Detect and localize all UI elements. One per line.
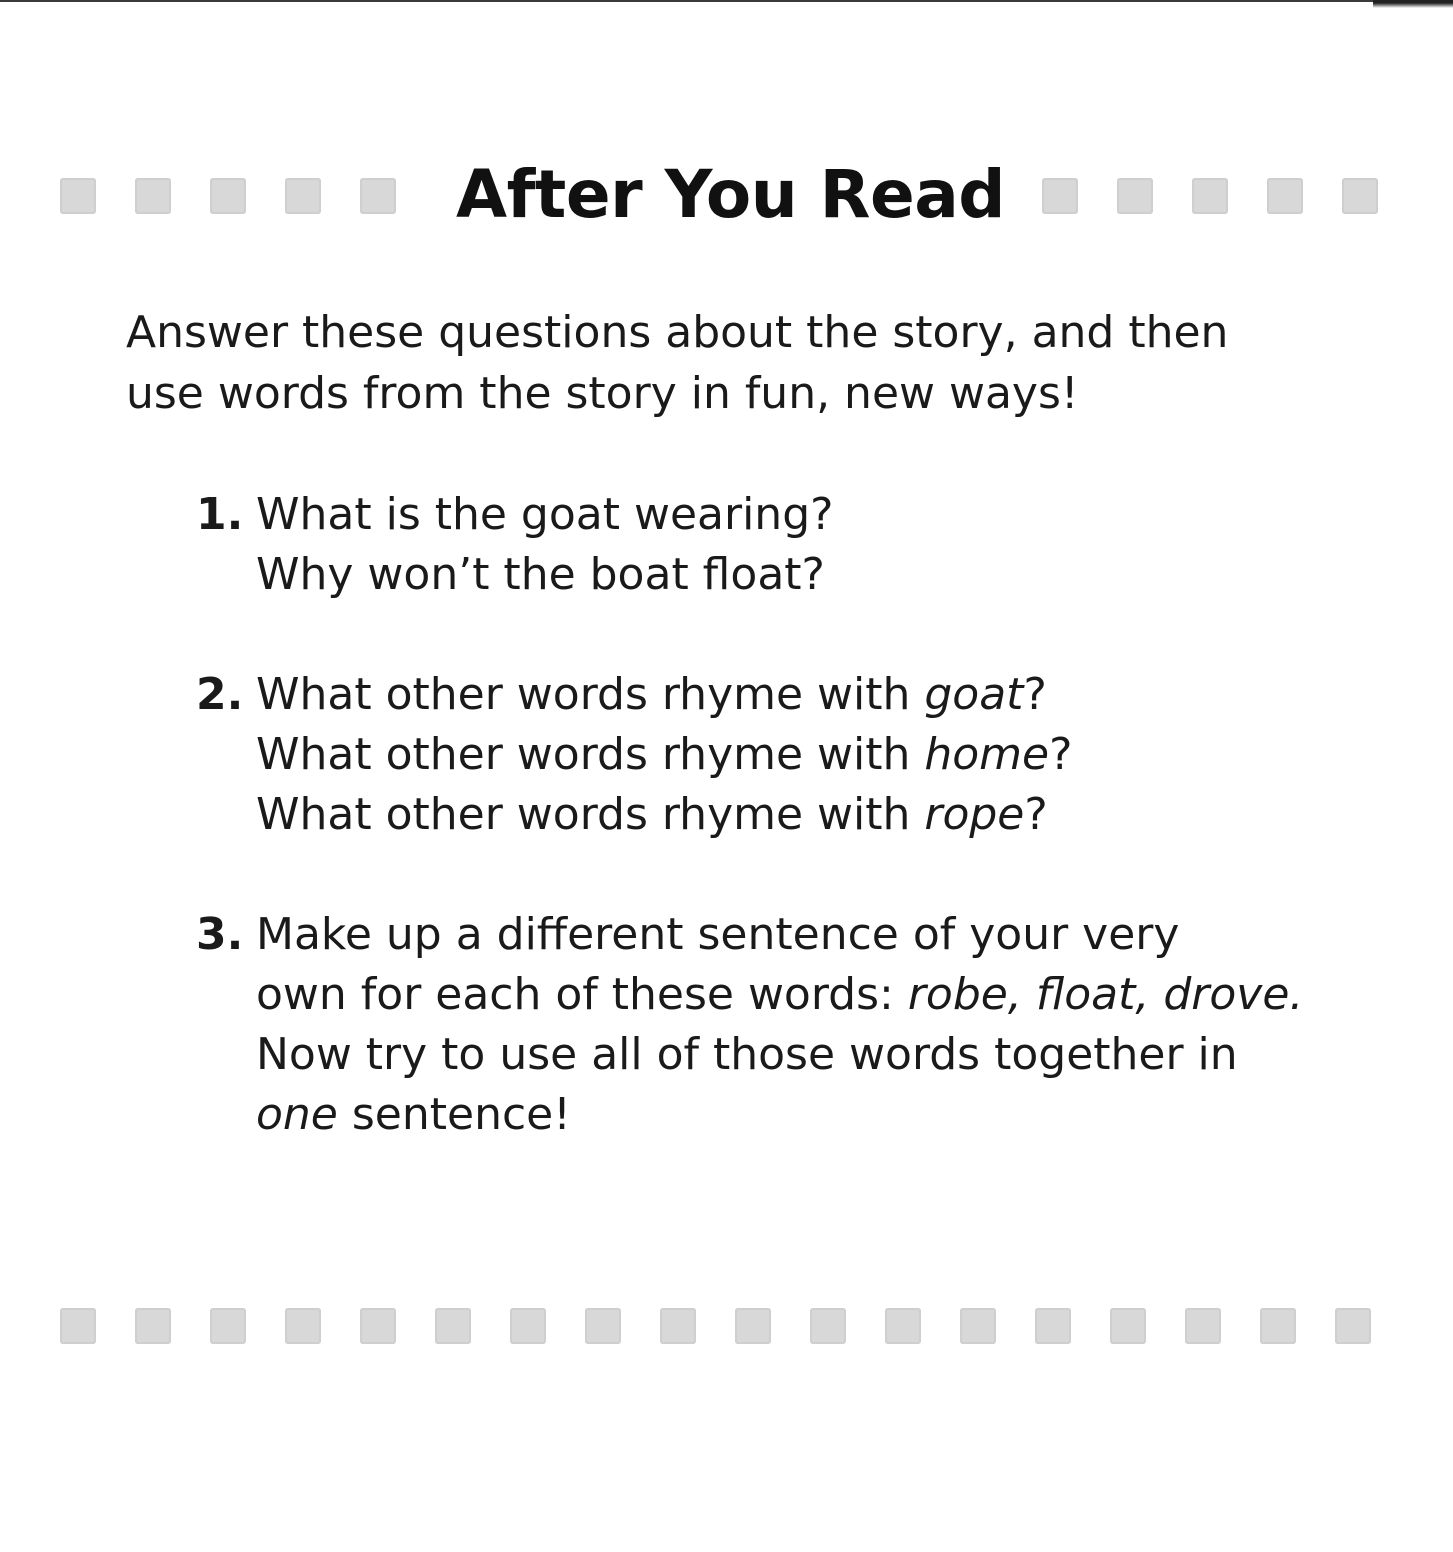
question-2 <box>196 665 1346 845</box>
question-line: What other words rhyme with goat? <box>256 669 1047 720</box>
decorative-square <box>285 178 321 214</box>
page-title: After You Read <box>456 156 1006 233</box>
vocabulary-words: robe, float, drove. <box>907 969 1304 1020</box>
decorative-squares-top-left <box>60 178 396 214</box>
question-line: What is the goat wearing? <box>256 489 834 540</box>
decorative-square <box>810 1308 846 1344</box>
decorative-square <box>1260 1308 1296 1344</box>
question-1 <box>196 485 1346 605</box>
intro-paragraph <box>126 302 1286 424</box>
question-line: one sentence! <box>256 1089 571 1140</box>
page-corner-shadow <box>1373 0 1453 8</box>
intro-line: Answer these questions about the story, and then <box>126 307 1229 358</box>
decorative-square <box>1335 1308 1371 1344</box>
decorative-square <box>1042 178 1078 214</box>
decorative-square <box>435 1308 471 1344</box>
decorative-square <box>360 178 396 214</box>
decorative-square <box>735 1308 771 1344</box>
question-number: 3. <box>196 909 244 960</box>
question-line: Now try to use all of those words together in <box>256 1029 1238 1080</box>
question-3 <box>196 905 1346 1145</box>
decorative-squares-bottom <box>60 1308 1371 1344</box>
page-edge <box>0 0 1453 2</box>
decorative-square <box>1267 178 1303 214</box>
decorative-square <box>210 1308 246 1344</box>
question-line: own for each of these words: robe, float, drove. <box>256 969 1304 1020</box>
decorative-square <box>1342 178 1378 214</box>
decorative-square <box>1035 1308 1071 1344</box>
question-line: What other words rhyme with home? <box>256 729 1073 780</box>
decorative-square <box>1185 1308 1221 1344</box>
question-line: Why won’t the boat float? <box>256 549 825 600</box>
decorative-square <box>210 178 246 214</box>
decorative-square <box>1110 1308 1146 1344</box>
decorative-square <box>135 178 171 214</box>
decorative-square <box>960 1308 996 1344</box>
rhyme-word: home <box>924 729 1050 780</box>
rhyme-word: goat <box>924 669 1024 720</box>
rhyme-word: rope <box>924 789 1025 840</box>
decorative-square <box>1117 178 1153 214</box>
decorative-square <box>135 1308 171 1344</box>
decorative-square <box>360 1308 396 1344</box>
emphasis-word: one <box>256 1089 338 1140</box>
decorative-square <box>60 178 96 214</box>
decorative-square <box>585 1308 621 1344</box>
decorative-square <box>1192 178 1228 214</box>
intro-line: use words from the story in fun, new ways! <box>126 368 1079 419</box>
decorative-square <box>285 1308 321 1344</box>
question-number: 1. <box>196 489 244 540</box>
decorative-square <box>885 1308 921 1344</box>
decorative-squares-top-right <box>1042 178 1378 214</box>
decorative-square <box>60 1308 96 1344</box>
question-number: 2. <box>196 669 244 720</box>
decorative-square <box>510 1308 546 1344</box>
decorative-square <box>660 1308 696 1344</box>
question-line: Make up a different sentence of your very <box>256 909 1180 960</box>
question-line: What other words rhyme with rope? <box>256 789 1048 840</box>
